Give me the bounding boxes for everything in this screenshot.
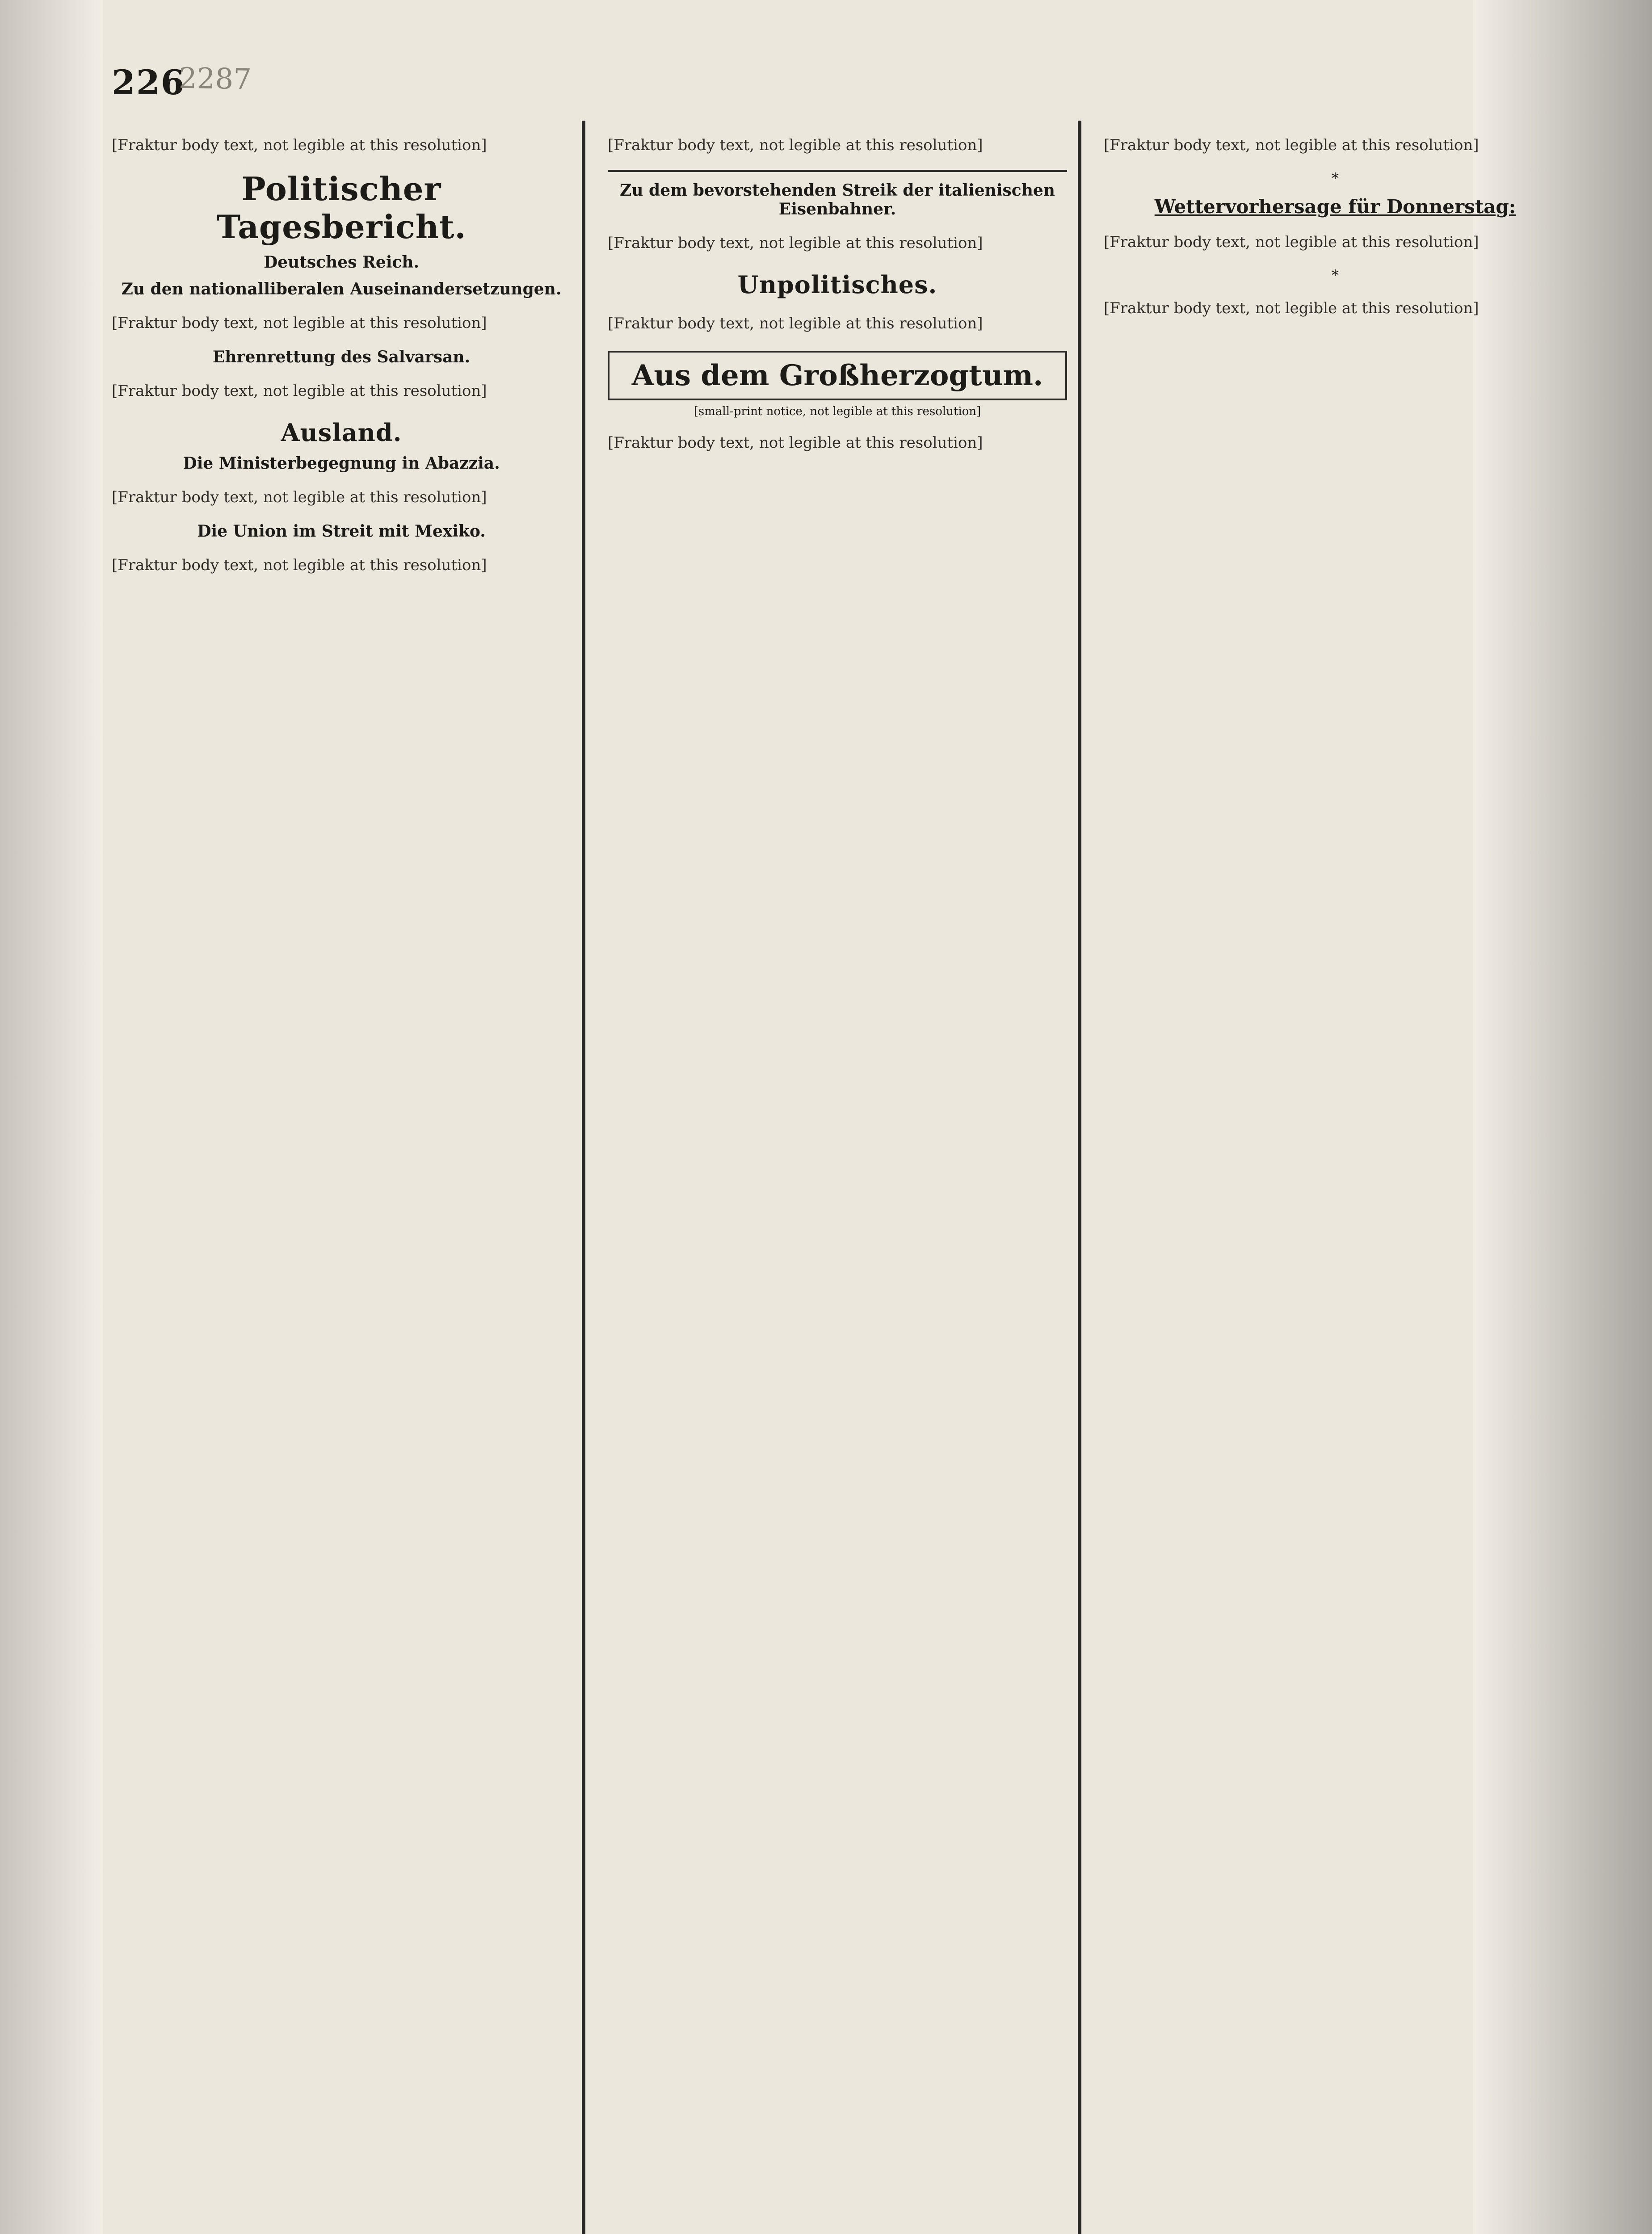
article-body: [Fraktur body text, not legible at this resolution] — [112, 556, 487, 574]
section-title: Unpolitisches. — [737, 270, 937, 299]
section-note: [small-print notice, not legible at this resolution] — [694, 405, 981, 418]
article-body: [Fraktur body text, not legible at this resolution] — [1104, 136, 1479, 154]
subheading: Die Union im Streit mit Mexiko. — [197, 522, 486, 541]
page-number: 226 — [112, 63, 185, 102]
section-title: Politischer Tagesbericht. — [216, 170, 467, 246]
subheading: Zu den nationalliberalen Auseinandersetzungen. — [121, 280, 562, 298]
article-body: [Fraktur body text, not legible at this resolution] — [608, 234, 983, 252]
article-body: [Fraktur body text, not legible at this resolution] — [1104, 299, 1479, 317]
article-body: [Fraktur body text, not legible at this resolution] — [112, 488, 487, 506]
weather-forecast-title: Wettervorhersage für Donnerstag: — [1154, 196, 1516, 218]
article-body: [Fraktur body text, not legible at this resolution] — [112, 314, 487, 332]
article-body: [Fraktur body text, not legible at this resolution] — [608, 315, 983, 332]
boxed-section-title: Aus dem Großherzogtum. — [608, 351, 1067, 400]
section-divider — [608, 170, 1067, 172]
text-columns — [112, 121, 1586, 2234]
article-body: [Fraktur body text, not legible at this resolution] — [112, 382, 487, 400]
archive-number: 2287 — [178, 62, 252, 97]
left-page-edge — [0, 0, 103, 2234]
column-2 — [608, 121, 1081, 2234]
column-3 — [1104, 121, 1577, 2234]
article-body: [Fraktur body text, not legible at this resolution] — [608, 136, 983, 154]
article-body: [Fraktur body text, not legible at this resolution] — [608, 434, 983, 452]
subheading: Zu dem bevorstehenden Streik der italienischen Eisenbahner. — [620, 181, 1055, 218]
subheading: Die Ministerbegegnung in Abazzia. — [183, 454, 500, 473]
separator-star: * — [1332, 267, 1339, 284]
article-body: [Fraktur body text, not legible at this resolution] — [1104, 233, 1479, 251]
subheading: Ehrenrettung des Salvarsan. — [212, 348, 471, 366]
separator-star: * — [1332, 170, 1339, 187]
column-1 — [112, 121, 585, 2234]
section-title: Ausland. — [281, 418, 402, 447]
subheading: Deutsches Reich. — [263, 253, 420, 272]
article-body: [Fraktur body text, not legible at this resolution] — [112, 136, 487, 154]
